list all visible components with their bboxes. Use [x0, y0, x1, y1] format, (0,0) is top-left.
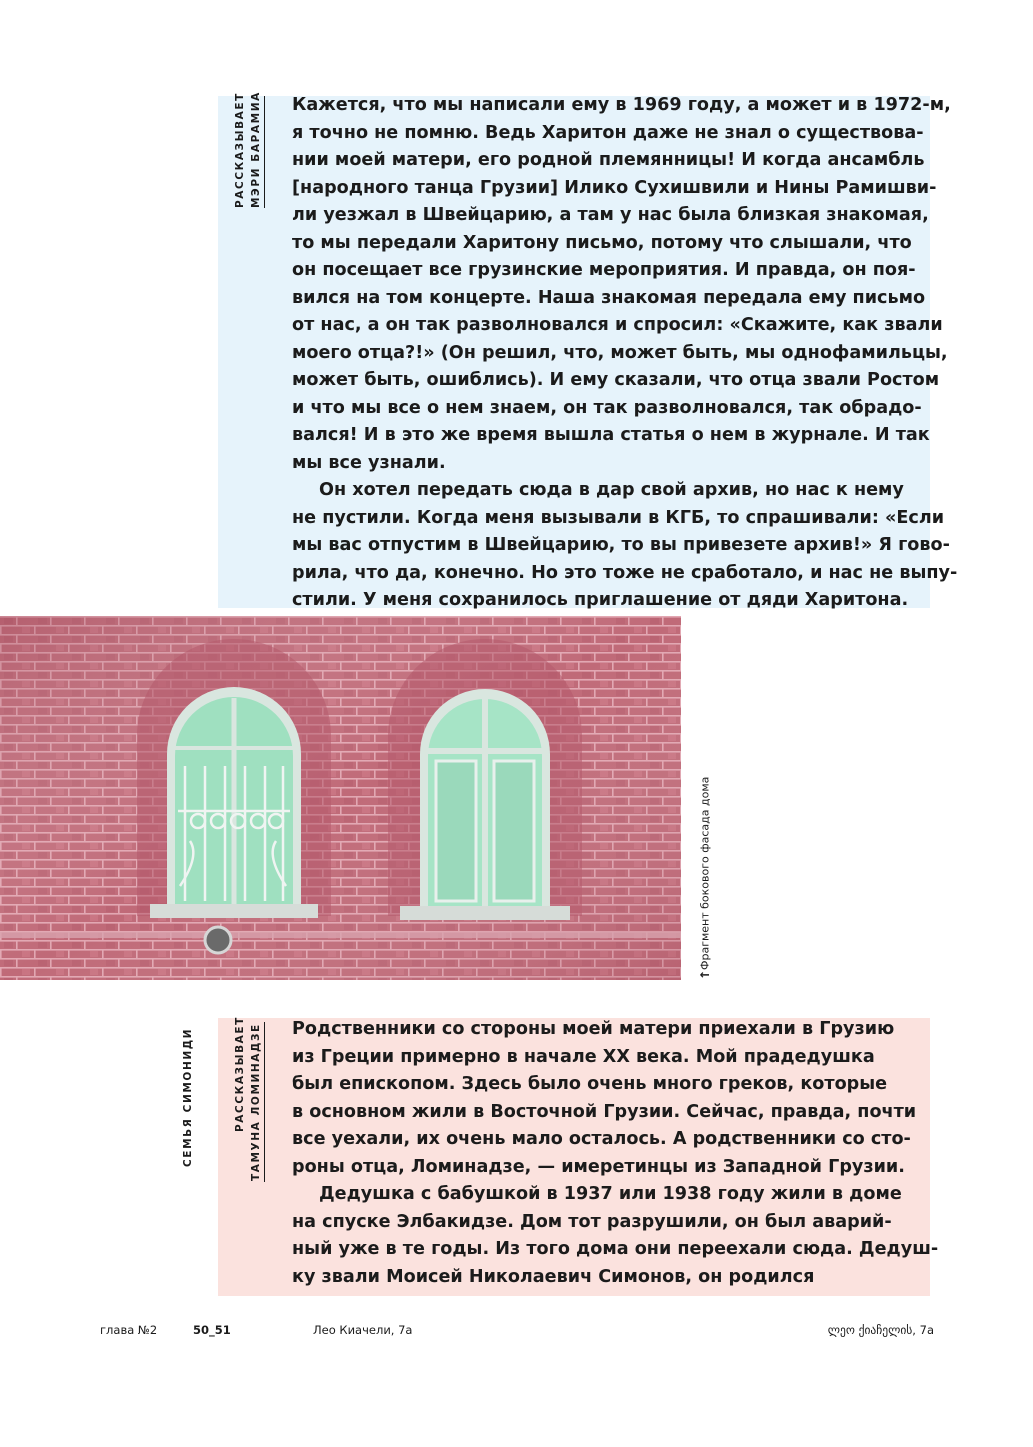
footer-address-ru: Лео Киачели, 7а [313, 1323, 413, 1337]
top-narrator-name: МЭРИ БАРАМИА [250, 96, 265, 208]
text-line: на спуске Элбакидзе. Дом тот разрушили, он был аварий- [292, 1211, 892, 1232]
text-line: ли уезжал в Швейцарию, а там у нас была близкая знакомая, [292, 205, 929, 225]
text-line: стили. У меня сохранилось приглашение от дяди Харитона. [292, 590, 909, 610]
text-line: вался! И в это же время вышла статья о нем в журнале. И так [292, 425, 930, 445]
text-line: Родственники со стороны моей матери приехали в Грузию [292, 1019, 895, 1039]
text-line: мы все узнали. [292, 452, 446, 473]
right-window [388, 639, 582, 920]
text-line: был епископом. Здесь было очень много греков, которые [292, 1074, 888, 1094]
text-line: вился на том концерте. Наша знакомая передала ему письмо [292, 287, 926, 308]
text-line: может быть, ошиблись). И ему сказали, что отца звали Ростом [292, 370, 940, 390]
text-line: Дедушка с бабушкой в 1937 или 1938 году жили в доме [319, 1184, 902, 1204]
top-narrator-label: РАССКАЗЫВАЕТ [234, 92, 246, 208]
text-line: ный уже в те годы. Из того дома они переехали сюда. Дедуш- [292, 1239, 939, 1259]
footer-chapter: глава №2 [100, 1323, 158, 1337]
left-window [137, 639, 331, 918]
text-line: то мы передали Харитону письмо, потому что слышали, что [292, 232, 912, 253]
text-line: ку звали Моисей Николаевич Симонов, он родился [292, 1266, 815, 1287]
text-line: Он хотел передать сюда в дар свой архив, но нас к нему [319, 480, 904, 500]
text-line: он посещает все грузинские мероприятия. И правда, он поя- [292, 260, 916, 280]
text-line: мы вас отпустим в Швейцарию, то вы привезете архив!» Я гово- [292, 535, 950, 555]
text-line: не пустили. Когда меня вызывали в КГБ, то спрашивали: «Если [292, 507, 945, 528]
bottom-story-text [292, 1016, 939, 1291]
footer-page-numbers: 50_51 [193, 1323, 231, 1337]
text-line: нии моей матери, его родной племянницы! И когда ансамбль [292, 150, 925, 170]
caption-arrow-icon: ↑ [698, 969, 712, 980]
text-line: моего отца?!» (Он решил, что, может быть, мы однофамильцы, [292, 342, 948, 363]
bottom-narrator-name: ТАМУНА ЛОМИНАДЗЕ [250, 1022, 265, 1182]
text-line: и что мы все о нем знаем, он так разволновался, так обрадо- [292, 397, 922, 418]
text-line: [народного танца Грузии] Илико Сухишвили и Нины Рамишви- [292, 177, 937, 198]
caption-text: Фрагмент бокового фасада дома [698, 776, 712, 970]
footer-address-ka: ლეო ქიაჩელის, 7а [827, 1323, 934, 1337]
text-line: от нас, а он так разволновался и спросил: «Скажите, как звали [292, 315, 943, 335]
text-line: в основном жили в Восточной Грузии. Сейчас, правда, почти [292, 1101, 917, 1122]
text-line: Кажется, что мы написали ему в 1969 году, а может и в 1972-м, [292, 95, 951, 115]
family-label: СЕМЬЯ СИМОНИДИ [182, 1027, 194, 1167]
text-line: я точно не помню. Ведь Харитон даже не знал о существова- [292, 122, 924, 143]
bottom-narrator-label: РАССКАЗЫВАЕТ [234, 1016, 246, 1132]
facade-photo [0, 616, 681, 980]
text-line: рила, что да, конечно. Но это тоже не сработало, и нас не выпу- [292, 562, 958, 583]
text-line: из Греции примерно в начале XX века. Мой прадедушка [292, 1046, 875, 1067]
top-story-text [292, 92, 958, 615]
text-line: все уехали, их очень мало осталось. А родственники со сто- [292, 1129, 911, 1149]
photo-caption [698, 742, 712, 982]
text-line: роны отца, Ломинадзе, — имеретинцы из Западной Грузии. [292, 1156, 905, 1177]
